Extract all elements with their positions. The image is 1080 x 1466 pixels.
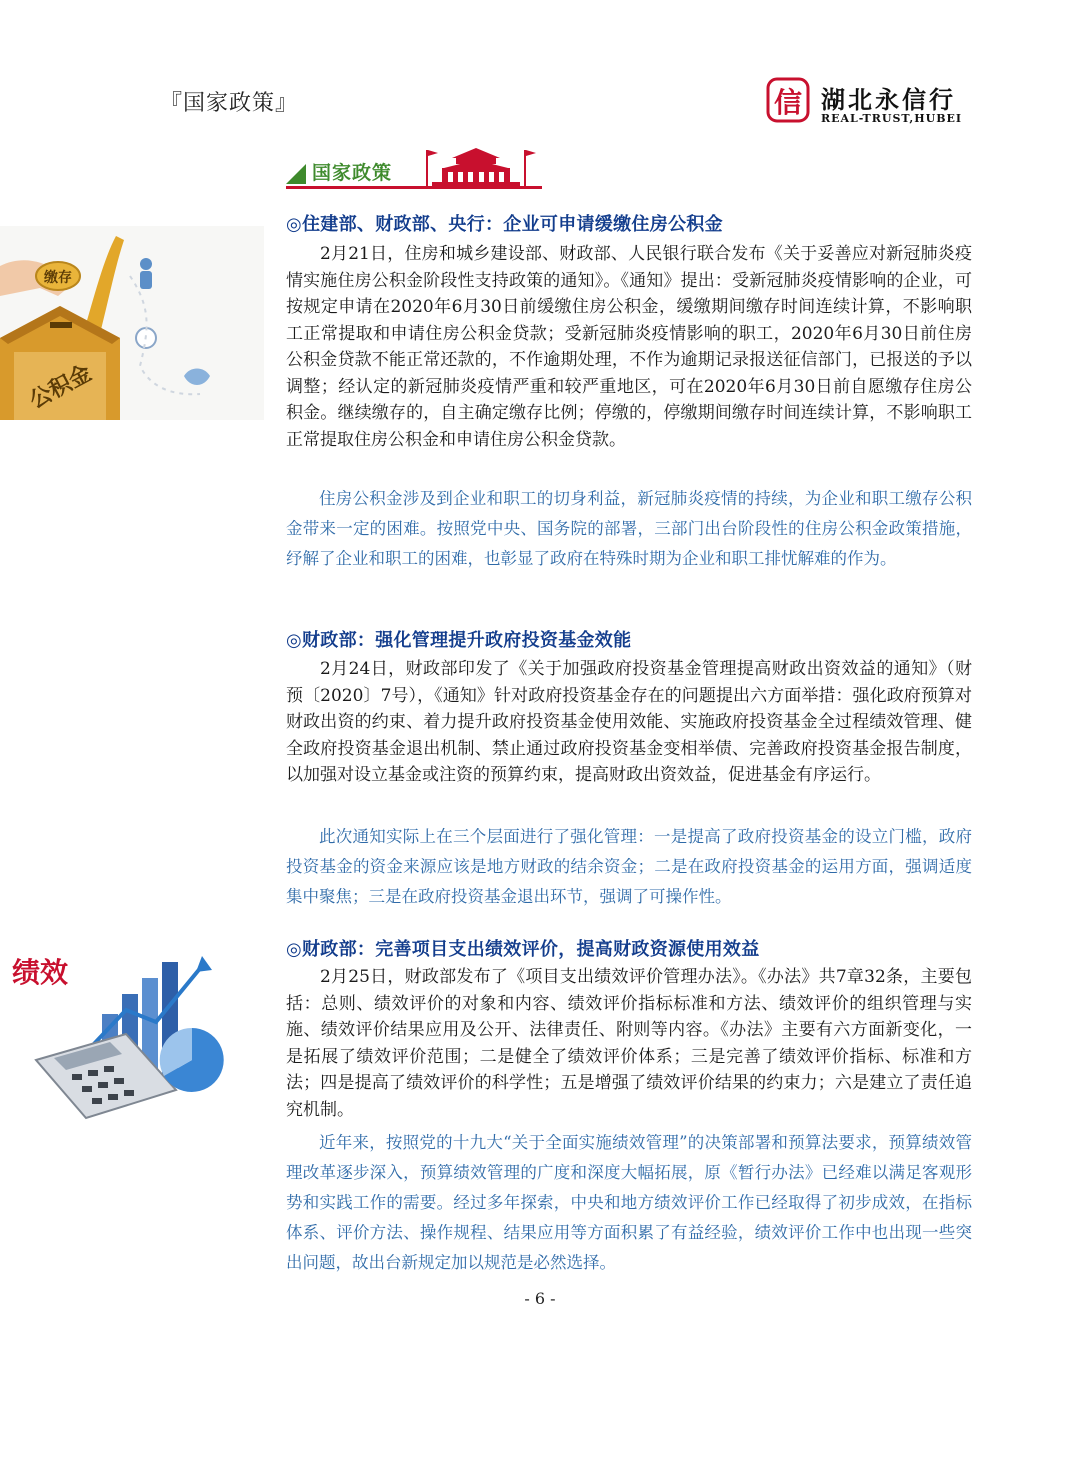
article-body-performance: 2月25日，财政部发布了《项目支出绩效评价管理办法》。《办法》共7章32条，主要包括：总则、绩效评价的对象和内容、绩效评价指标标准和方法、绩效评价的组织管理与实施、绩效评价结果应用及公开、法律责任、附则等内容。《办法》主要有六方面新变化，一是拓展了绩效评价范围；二是健全了绩效评价体系；三是完善了绩效评价指标、标准和方法；四是提高了绩效评价的科学性；五是增强了绩效评价结果的约束力；六是建立了责任追究机制。 bbox=[286, 967, 972, 1120]
section-banner bbox=[286, 144, 546, 190]
article-body-investment-fund: 2月24日，财政部印发了《关于加强政府投资基金管理提高财政出资效益的通知》（财预〔2020〕7号），《通知》针对政府投资基金存在的问题提出六方面举措：强化政府预算对财政出资的约束、着力提升政府投资基金使用效能、实施政府投资基金全过程绩效管理、健全政府投资基金退出机制、禁止通过政府投资基金变相举债、完善政府投资基金报告制度，以加强对设立基金或注资的预算约束，提高财政出资效益，促进基金有序运行。 bbox=[286, 659, 972, 785]
svg-text:缴存: 缴存 bbox=[44, 270, 72, 286]
article-comment-performance: 近年来，按照党的十九大“关于全面实施绩效管理”的决策部署和预算法要求，预算绩效管理改革逐步深入，预算绩效管理的广度和深度大幅拓展，原《暂行办法》已经难以满足客观形势和实践工作的需要。经过多年探索，中央和地方绩效评价工作已经取得了初步成效，在指标体系、评价方法、操作规程、结果应用等方面积累了有益经验，绩效评价工作中也出现一些突出问题，故出台新规定加以规范是必然选择。 bbox=[286, 1133, 972, 1272]
article-heading-performance: ◎财政部：完善项目支出绩效评价，提高财政资源使用效益 bbox=[286, 939, 760, 960]
seal-icon bbox=[765, 76, 811, 124]
logo-tagline: REAL-TRUST,HUBEI bbox=[821, 112, 963, 125]
article-comment-investment-fund: 此次通知实际上在三个层面进行了强化管理：一是提高了政府投资基金的设立门槛，政府投资基金的资金来源应该是地方财政的结余资金；二是在政府投资基金的运用方面，强调适度集中聚焦；三是在政府投资基金退出环节，强调了可操作性。 bbox=[286, 827, 972, 906]
svg-text:绩效: 绩效 bbox=[12, 956, 69, 989]
housing-fund-illustration bbox=[0, 226, 264, 420]
svg-text:信: 信 bbox=[773, 86, 803, 119]
logo-name: 湖北永信行 bbox=[821, 86, 956, 114]
svg-text:公积金: 公积金 bbox=[25, 360, 96, 414]
triangle-icon bbox=[286, 164, 306, 184]
section-title: 国家政策 bbox=[312, 162, 393, 184]
company-logo bbox=[765, 76, 980, 132]
page-header-title: 『国家政策』 bbox=[160, 91, 299, 116]
performance-illustration bbox=[6, 950, 264, 1122]
article-heading-investment-fund: ◎财政部：强化管理提升政府投资基金效能 bbox=[286, 630, 632, 651]
tiananmen-icon bbox=[412, 144, 540, 188]
article-body-housing-fund: 2月21日，住房和城乡建设部、财政部、人民银行联合发布《关于妥善应对新冠肺炎疫情实施住房公积金阶段性支持政策的通知》。《通知》提出：受新冠肺炎疫情影响的企业，可按规定申请在2020年6月30日前缓缴住房公积金，缓缴期间缴存时间连续计算，不影响职工正常提取和申请住房公积金贷款；受新冠肺炎疫情影响的职工，2020年6月30日前住房公积金贷款不能正常还款的，不作逾期处理，不作为逾期记录报送征信部门，已报送的予以调整；经认定的新冠肺炎疫情严重和较严重地区，可在2020年6月30日前自愿缴存住房公积金。继续缴存的，自主确定缴存比例；停缴的，停缴期间缴存时间连续计算，不影响职工正常提取住房公积金和申请住房公积金贷款。 bbox=[286, 244, 972, 450]
page-number: - 6 - bbox=[524, 1289, 556, 1308]
banner-rule bbox=[286, 186, 542, 189]
article-comment-housing-fund: 住房公积金涉及到企业和职工的切身利益，新冠肺炎疫情的持续，为企业和职工缴存公积金带来一定的困难。按照党中央、国务院的部署，三部门出台阶段性的住房公积金政策措施，纾解了企业和职工的困难，也彰显了政府在特殊时期为企业和职工排忧解难的作为。 bbox=[286, 489, 972, 568]
article-heading-housing-fund: ◎住建部、财政部、央行：企业可申请缓缴住房公积金 bbox=[286, 214, 723, 235]
